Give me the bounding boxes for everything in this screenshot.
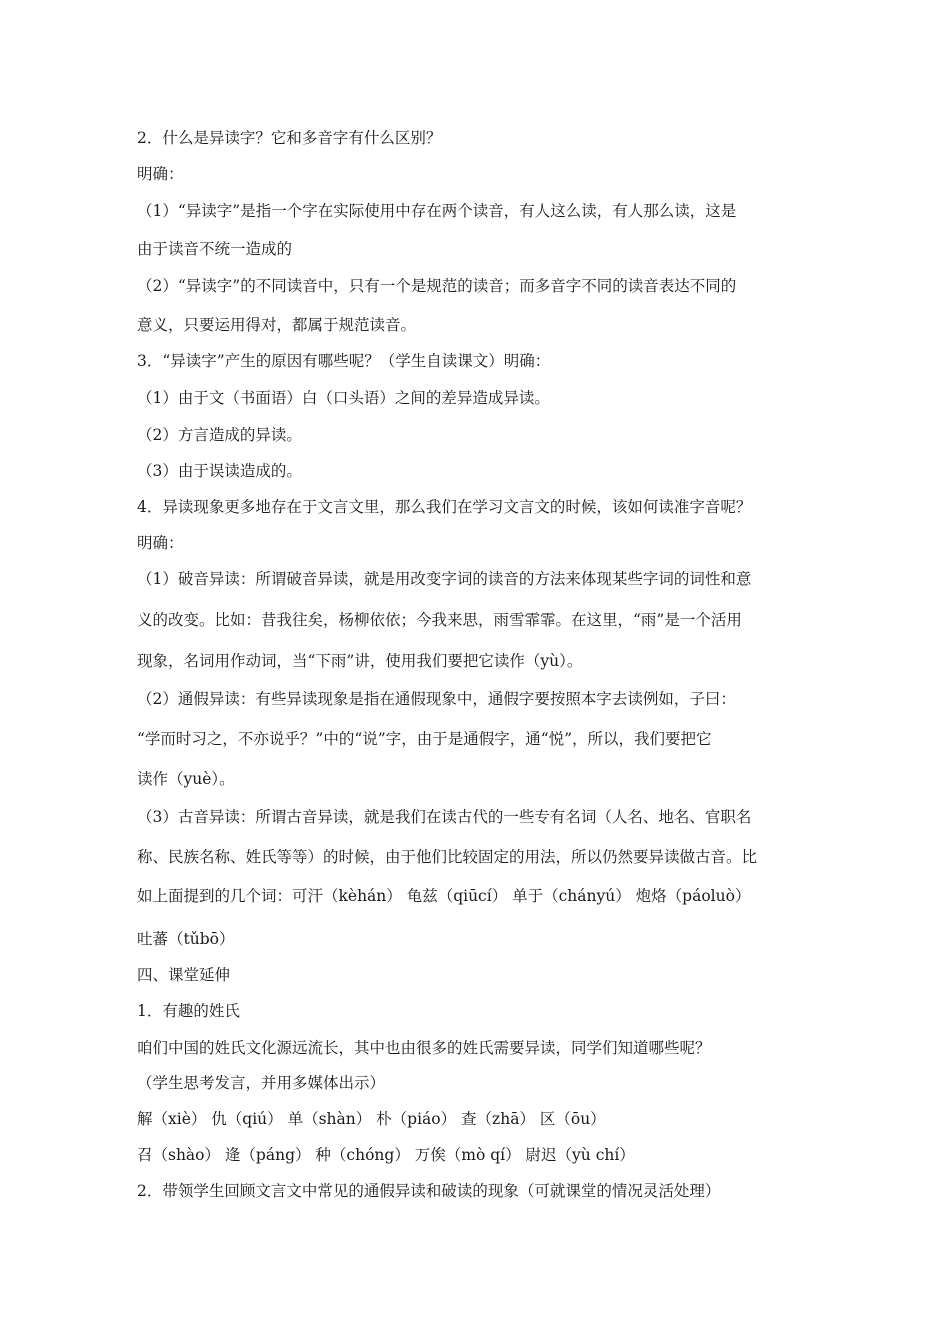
- text-line: （1）由于文（书面语）白（口头语）之间的差异造成异读。: [137, 389, 550, 407]
- text-line: 称、民族名称、姓氏等等）的时候，由于他们比较固定的用法，所以仍然要异读做古音。比: [137, 848, 758, 866]
- text-line: 吐蕃（tǔbō）: [137, 930, 235, 948]
- text-line: 召（shào） 逄（páng） 种（chóng） 万俟（mò qí） 尉迟（yù chí）: [137, 1146, 635, 1164]
- text-line: （1）“异读字”是指一个字在实际使用中存在两个读音，有人这么读，有人那么读，这是: [137, 202, 737, 220]
- text-line: （学生思考发言，并用多媒体出示）: [137, 1074, 386, 1092]
- section-heading: 四、课堂延伸: [137, 966, 231, 984]
- text-line: 明确：: [137, 534, 184, 552]
- text-line: 4．异读现象更多地存在于文言文里，那么我们在学习文言文的时候，该如何读准字音呢？: [137, 498, 752, 516]
- text-line: 明确：: [137, 165, 184, 183]
- text-line: 现象，名词用作动词，当“下雨”讲，使用我们要把它读作（yù）。: [137, 652, 583, 670]
- text-line: 咱们中国的姓氏文化源远流长，其中也由很多的姓氏需要异读，同学们知道哪些呢？: [137, 1039, 711, 1057]
- text-line: （1）破音异读：所谓破音异读，就是用改变字词的读音的方法来体现某些字词的词性和意: [137, 570, 752, 588]
- text-line: “学而时习之，不亦说乎？”中的“说”字，由于是通假字，通“悦”，所以，我们要把它: [137, 730, 712, 748]
- text-line: 解（xiè） 仇（qiú） 单（shàn） 朴（piáo） 查（zhā） 区（ōu）: [137, 1110, 606, 1128]
- text-line: 2．什么是异读字？它和多音字有什么区别？: [137, 129, 442, 147]
- text-line: 读作（yuè）。: [137, 770, 235, 788]
- text-line: （3）古音异读：所谓古音异读，就是我们在读古代的一些专有名词（人名、地名、官职名: [137, 808, 752, 826]
- text-line: 由于读音不统一造成的: [137, 240, 293, 258]
- text-line: 3．“异读字”产生的原因有哪些呢？（学生自读课文）明确：: [137, 352, 551, 370]
- text-line: （2）方言造成的异读。: [137, 426, 302, 444]
- text-line: 意义，只要运用得对，都属于规范读音。: [137, 316, 417, 334]
- text-line: （3）由于误读造成的。: [137, 462, 302, 480]
- text-line: 1．有趣的姓氏: [137, 1002, 240, 1020]
- text-line: 义的改变。比如：昔我往矣，杨柳依依；今我来思，雨雪霏霏。在这里，“雨”是一个活用: [137, 611, 742, 629]
- text-line: 2．带领学生回顾文言文中常见的通假异读和破读的现象（可就课堂的情况灵活处理）: [137, 1182, 721, 1200]
- text-line: （2）“异读字”的不同读音中，只有一个是规范的读音；而多音字不同的读音表达不同的: [137, 277, 737, 295]
- text-line: （2）通假异读：有些异读现象是指在通假现象中，通假字要按照本字去读例如，子曰：: [137, 690, 736, 708]
- text-line: 如上面提到的几个词：可汗（kèhán） 龟兹（qiūcí） 单于（chányú） 炮烙（páoluò）: [137, 887, 751, 905]
